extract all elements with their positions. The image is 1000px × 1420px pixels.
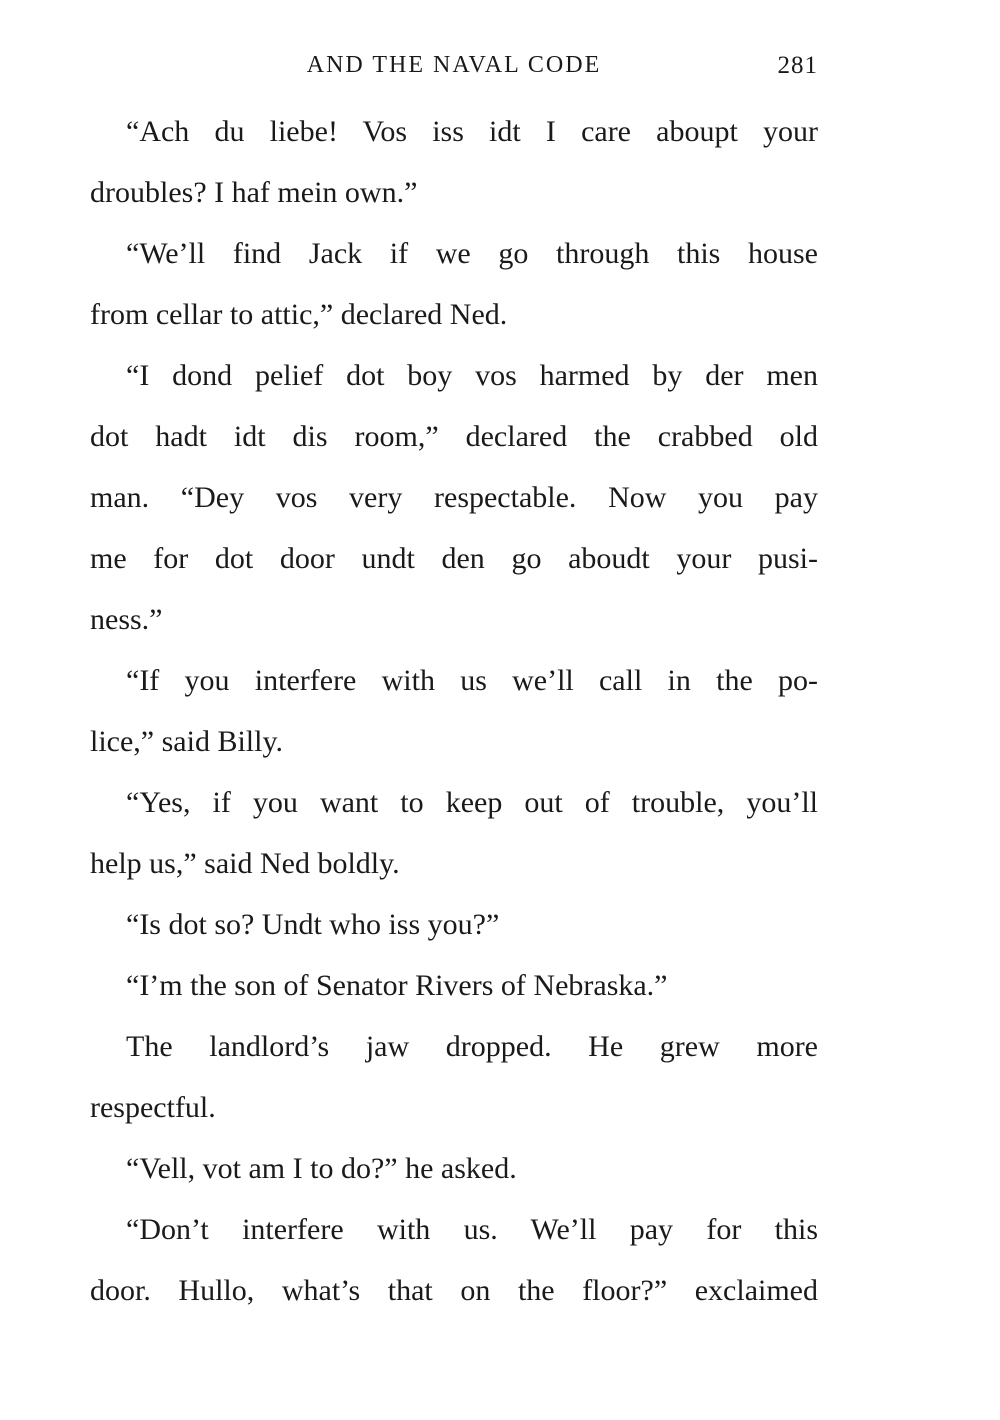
text-line: “I’m the son of Senator Rivers of Nebraska.” xyxy=(126,969,668,1002)
page-header xyxy=(90,50,818,90)
text-line: The landlord’s jaw dropped. He grew more xyxy=(126,1030,818,1063)
text-line: from cellar to attic,” declared Ned. xyxy=(90,298,508,331)
text-line: “We’ll find Jack if we go through this house xyxy=(126,237,818,270)
text-line: “Is dot so? Undt who iss you?” xyxy=(126,908,500,941)
text-line: door. Hullo, what’s that on the floor?” exclaimed xyxy=(90,1274,818,1307)
text-line: “Don’t interfere with us. We’ll pay for this xyxy=(126,1213,818,1246)
text-line: “If you interfere with us we’ll call in the po- xyxy=(126,664,818,697)
page-number: 281 xyxy=(777,52,818,79)
text-line: ness.” xyxy=(90,603,163,636)
text-line: me for dot door undt den go aboudt your pusi- xyxy=(90,542,818,575)
text-line: “Vell, vot am I to do?” he asked. xyxy=(126,1152,517,1185)
text-line: droubles? I haf mein own.” xyxy=(90,176,418,209)
text-line: respectful. xyxy=(90,1091,216,1124)
text-line: dot hadt idt dis room,” declared the crabbed old xyxy=(90,420,818,453)
body-text xyxy=(90,101,818,1321)
text-line: help us,” said Ned boldly. xyxy=(90,847,400,880)
text-line: lice,” said Billy. xyxy=(90,725,284,758)
text-line: “Yes, if you want to keep out of trouble, you’ll xyxy=(126,786,818,819)
text-line: “I dond pelief dot boy vos harmed by der men xyxy=(126,359,818,392)
running-head: AND THE NAVAL CODE xyxy=(306,52,602,78)
text-line: man. “Dey vos very respectable. Now you pay xyxy=(90,481,818,514)
text-line: “Ach du liebe! Vos iss idt I care aboupt your xyxy=(126,115,818,148)
